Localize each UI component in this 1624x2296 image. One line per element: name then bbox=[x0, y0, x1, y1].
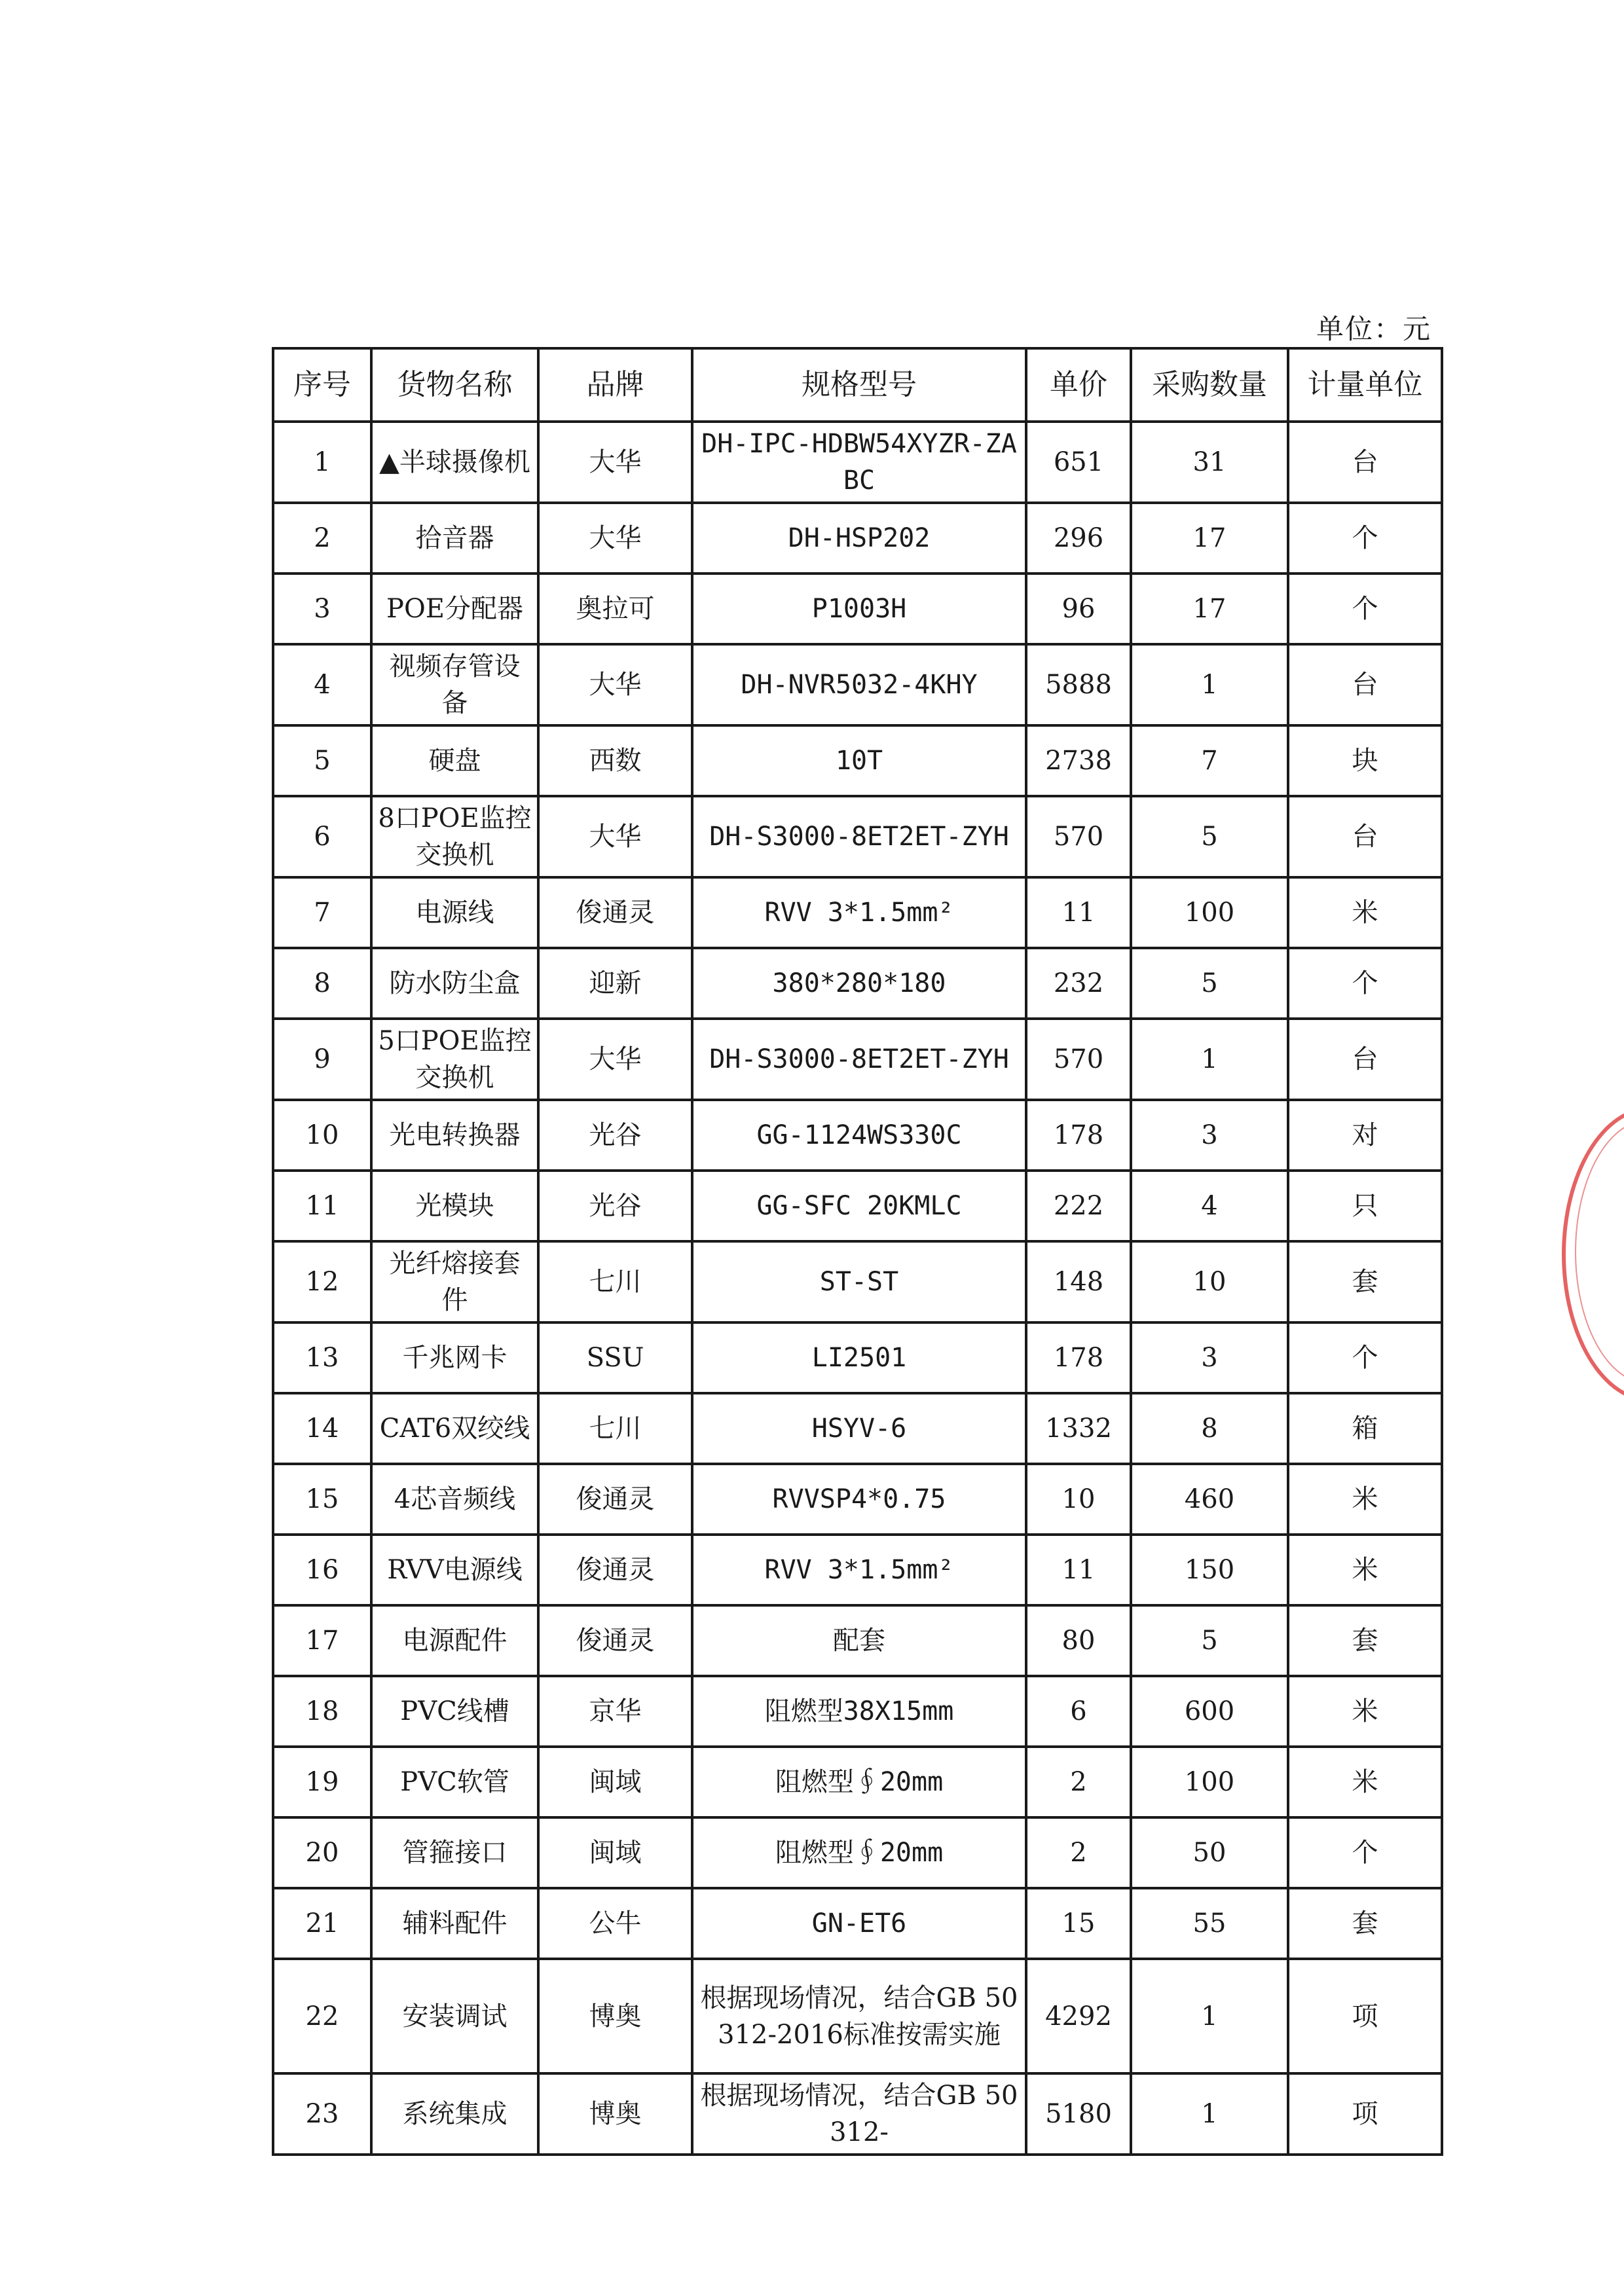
table-row bbox=[273, 574, 1442, 644]
cell-spec: DH-IPC-HDBW54XYZR-ZABC bbox=[692, 422, 1026, 503]
cell-qty: 1 bbox=[1131, 1019, 1288, 1100]
cell-qty: 10 bbox=[1131, 1241, 1288, 1322]
cell-name: 4芯音频线 bbox=[371, 1464, 538, 1535]
cell-name: ▲半球摄像机 bbox=[371, 422, 538, 503]
cell-unit: 个 bbox=[1288, 1322, 1442, 1393]
cell-name: 拾音器 bbox=[371, 503, 538, 574]
cell-name: PVC线槽 bbox=[371, 1676, 538, 1747]
cell-name: 安装调试 bbox=[371, 1959, 538, 2073]
cell-qty: 50 bbox=[1131, 1817, 1288, 1888]
cell-unit: 台 bbox=[1288, 796, 1442, 877]
table-row bbox=[273, 422, 1442, 503]
unit-note: 单位：元 bbox=[1316, 313, 1432, 345]
cell-brand: 闽域 bbox=[538, 1817, 692, 1888]
table-row bbox=[273, 1322, 1442, 1393]
cell-unit: 米 bbox=[1288, 877, 1442, 948]
cell-no: 8 bbox=[273, 948, 371, 1019]
cell-name: POE分配器 bbox=[371, 574, 538, 644]
cell-price: 2 bbox=[1026, 1747, 1131, 1817]
cell-price: 5888 bbox=[1026, 644, 1131, 725]
cell-spec: RVV 3*1.5mm² bbox=[692, 1535, 1026, 1605]
cell-spec: RVV 3*1.5mm² bbox=[692, 877, 1026, 948]
cell-brand: 西数 bbox=[538, 725, 692, 796]
cell-price: 11 bbox=[1026, 1535, 1131, 1605]
table-row bbox=[273, 725, 1442, 796]
cell-unit: 米 bbox=[1288, 1747, 1442, 1817]
table-row bbox=[273, 1535, 1442, 1605]
cell-qty: 1 bbox=[1131, 2073, 1288, 2155]
cell-price: 96 bbox=[1026, 574, 1131, 644]
goods-table bbox=[272, 347, 1443, 2156]
cell-spec: 阻燃型∮20mm bbox=[692, 1747, 1026, 1817]
cell-spec: 阻燃型38X15mm bbox=[692, 1676, 1026, 1747]
cell-no: 10 bbox=[273, 1100, 371, 1171]
cell-unit: 个 bbox=[1288, 503, 1442, 574]
cell-price: 570 bbox=[1026, 796, 1131, 877]
cell-qty: 1 bbox=[1131, 1959, 1288, 2073]
cell-price: 148 bbox=[1026, 1241, 1131, 1322]
cell-price: 11 bbox=[1026, 877, 1131, 948]
cell-brand: 大华 bbox=[538, 422, 692, 503]
cell-price: 570 bbox=[1026, 1019, 1131, 1100]
cell-price: 651 bbox=[1026, 422, 1131, 503]
cell-spec: HSYV-6 bbox=[692, 1393, 1026, 1464]
cell-brand: 大华 bbox=[538, 796, 692, 877]
cell-qty: 55 bbox=[1131, 1888, 1288, 1959]
cell-spec: GN-ET6 bbox=[692, 1888, 1026, 1959]
cell-no: 20 bbox=[273, 1817, 371, 1888]
table-row bbox=[273, 1817, 1442, 1888]
cell-unit: 个 bbox=[1288, 574, 1442, 644]
cell-qty: 31 bbox=[1131, 422, 1288, 503]
cell-no: 7 bbox=[273, 877, 371, 948]
cell-qty: 17 bbox=[1131, 574, 1288, 644]
cell-spec: RVVSP4*0.75 bbox=[692, 1464, 1026, 1535]
cell-qty: 3 bbox=[1131, 1100, 1288, 1171]
cell-qty: 17 bbox=[1131, 503, 1288, 574]
cell-spec: 根据现场情况，结合GB 50312- bbox=[692, 2073, 1026, 2155]
cell-name: 辅料配件 bbox=[371, 1888, 538, 1959]
table-header-row bbox=[273, 348, 1442, 422]
cell-qty: 100 bbox=[1131, 1747, 1288, 1817]
table-row bbox=[273, 1019, 1442, 1100]
cell-price: 178 bbox=[1026, 1322, 1131, 1393]
table-row bbox=[273, 796, 1442, 877]
cell-spec: DH-S3000-8ET2ET-ZYH bbox=[692, 1019, 1026, 1100]
cell-price: 5180 bbox=[1026, 2073, 1131, 2155]
cell-name: 视频存管设备 bbox=[371, 644, 538, 725]
cell-price: 1332 bbox=[1026, 1393, 1131, 1464]
header-price: 单价 bbox=[1026, 348, 1131, 422]
cell-unit: 套 bbox=[1288, 1605, 1442, 1676]
cell-name: 电源配件 bbox=[371, 1605, 538, 1676]
cell-brand: 奥拉可 bbox=[538, 574, 692, 644]
cell-name: 5口POE监控交换机 bbox=[371, 1019, 538, 1100]
cell-no: 2 bbox=[273, 503, 371, 574]
cell-brand: 七川 bbox=[538, 1393, 692, 1464]
cell-spec: 配套 bbox=[692, 1605, 1026, 1676]
cell-qty: 100 bbox=[1131, 877, 1288, 948]
cell-brand: 大华 bbox=[538, 644, 692, 725]
cell-name: 管箍接口 bbox=[371, 1817, 538, 1888]
cell-no: 4 bbox=[273, 644, 371, 725]
cell-no: 22 bbox=[273, 1959, 371, 2073]
cell-price: 296 bbox=[1026, 503, 1131, 574]
cell-name: RVV电源线 bbox=[371, 1535, 538, 1605]
table-row bbox=[273, 948, 1442, 1019]
cell-no: 13 bbox=[273, 1322, 371, 1393]
cell-spec: GG-SFC 20KMLC bbox=[692, 1171, 1026, 1241]
cell-no: 23 bbox=[273, 2073, 371, 2155]
cell-unit: 只 bbox=[1288, 1171, 1442, 1241]
cell-price: 6 bbox=[1026, 1676, 1131, 1747]
cell-no: 19 bbox=[273, 1747, 371, 1817]
cell-no: 5 bbox=[273, 725, 371, 796]
cell-spec: DH-S3000-8ET2ET-ZYH bbox=[692, 796, 1026, 877]
cell-spec: DH-NVR5032-4KHY bbox=[692, 644, 1026, 725]
cell-price: 232 bbox=[1026, 948, 1131, 1019]
cell-brand: 迎新 bbox=[538, 948, 692, 1019]
cell-qty: 8 bbox=[1131, 1393, 1288, 1464]
table-row bbox=[273, 1676, 1442, 1747]
header-spec: 规格型号 bbox=[692, 348, 1026, 422]
cell-no: 15 bbox=[273, 1464, 371, 1535]
cell-price: 4292 bbox=[1026, 1959, 1131, 2073]
cell-no: 6 bbox=[273, 796, 371, 877]
cell-unit: 米 bbox=[1288, 1535, 1442, 1605]
cell-price: 2738 bbox=[1026, 725, 1131, 796]
cell-unit: 套 bbox=[1288, 1241, 1442, 1322]
table-row bbox=[273, 503, 1442, 574]
table-row bbox=[273, 1464, 1442, 1535]
cell-spec: GG-1124WS330C bbox=[692, 1100, 1026, 1171]
cell-no: 14 bbox=[273, 1393, 371, 1464]
table-row bbox=[273, 644, 1442, 725]
cell-brand: 俊通灵 bbox=[538, 1535, 692, 1605]
table-row bbox=[273, 1959, 1442, 2073]
cell-price: 178 bbox=[1026, 1100, 1131, 1171]
cell-spec: DH-HSP202 bbox=[692, 503, 1026, 574]
cell-qty: 4 bbox=[1131, 1171, 1288, 1241]
cell-name: 光模块 bbox=[371, 1171, 538, 1241]
cell-brand: 博奥 bbox=[538, 1959, 692, 2073]
cell-spec: 阻燃型∮20mm bbox=[692, 1817, 1026, 1888]
cell-no: 21 bbox=[273, 1888, 371, 1959]
cell-brand: 大华 bbox=[538, 503, 692, 574]
cell-name: 防水防尘盒 bbox=[371, 948, 538, 1019]
table-row bbox=[273, 1241, 1442, 1322]
cell-price: 10 bbox=[1026, 1464, 1131, 1535]
cell-unit: 米 bbox=[1288, 1676, 1442, 1747]
cell-unit: 套 bbox=[1288, 1888, 1442, 1959]
cell-spec: 380*280*180 bbox=[692, 948, 1026, 1019]
cell-no: 11 bbox=[273, 1171, 371, 1241]
table-row bbox=[273, 2073, 1442, 2155]
cell-unit: 块 bbox=[1288, 725, 1442, 796]
cell-no: 16 bbox=[273, 1535, 371, 1605]
cell-unit: 个 bbox=[1288, 948, 1442, 1019]
cell-unit: 项 bbox=[1288, 2073, 1442, 2155]
cell-price: 222 bbox=[1026, 1171, 1131, 1241]
cell-brand: 公牛 bbox=[538, 1888, 692, 1959]
cell-name: 硬盘 bbox=[371, 725, 538, 796]
cell-brand: 俊通灵 bbox=[538, 1605, 692, 1676]
cell-name: CAT6双绞线 bbox=[371, 1393, 538, 1464]
table-row bbox=[273, 1171, 1442, 1241]
cell-qty: 150 bbox=[1131, 1535, 1288, 1605]
cell-qty: 5 bbox=[1131, 948, 1288, 1019]
cell-unit: 米 bbox=[1288, 1464, 1442, 1535]
cell-name: 电源线 bbox=[371, 877, 538, 948]
cell-no: 1 bbox=[273, 422, 371, 503]
cell-name: 光电转换器 bbox=[371, 1100, 538, 1171]
cell-no: 3 bbox=[273, 574, 371, 644]
header-no: 序号 bbox=[273, 348, 371, 422]
cell-brand: 俊通灵 bbox=[538, 1464, 692, 1535]
cell-no: 17 bbox=[273, 1605, 371, 1676]
cell-spec: 根据现场情况，结合GB 50312-2016标准按需实施 bbox=[692, 1959, 1026, 2073]
cell-no: 12 bbox=[273, 1241, 371, 1322]
cell-spec: 10T bbox=[692, 725, 1026, 796]
cell-name: 系统集成 bbox=[371, 2073, 538, 2155]
cell-name: PVC软管 bbox=[371, 1747, 538, 1817]
cell-no: 18 bbox=[273, 1676, 371, 1747]
table-row bbox=[273, 1100, 1442, 1171]
cell-unit: 台 bbox=[1288, 644, 1442, 725]
cell-price: 2 bbox=[1026, 1817, 1131, 1888]
cell-brand: 光谷 bbox=[538, 1100, 692, 1171]
table-row bbox=[273, 1605, 1442, 1676]
table-row bbox=[273, 1393, 1442, 1464]
cell-price: 15 bbox=[1026, 1888, 1131, 1959]
cell-unit: 对 bbox=[1288, 1100, 1442, 1171]
cell-unit: 台 bbox=[1288, 1019, 1442, 1100]
cell-spec: ST-ST bbox=[692, 1241, 1026, 1322]
table-row bbox=[273, 877, 1442, 948]
cell-unit: 箱 bbox=[1288, 1393, 1442, 1464]
header-name: 货物名称 bbox=[371, 348, 538, 422]
cell-spec: P1003H bbox=[692, 574, 1026, 644]
cell-brand: 京华 bbox=[538, 1676, 692, 1747]
cell-price: 80 bbox=[1026, 1605, 1131, 1676]
cell-qty: 3 bbox=[1131, 1322, 1288, 1393]
table-row bbox=[273, 1747, 1442, 1817]
cell-spec: LI2501 bbox=[692, 1322, 1026, 1393]
cell-qty: 5 bbox=[1131, 1605, 1288, 1676]
cell-name: 8口POE监控交换机 bbox=[371, 796, 538, 877]
cell-qty: 7 bbox=[1131, 725, 1288, 796]
cell-qty: 460 bbox=[1131, 1464, 1288, 1535]
cell-brand: 闽域 bbox=[538, 1747, 692, 1817]
cell-brand: 七川 bbox=[538, 1241, 692, 1322]
cell-name: 光纤熔接套件 bbox=[371, 1241, 538, 1322]
cell-unit: 项 bbox=[1288, 1959, 1442, 2073]
cell-unit: 个 bbox=[1288, 1817, 1442, 1888]
cell-qty: 5 bbox=[1131, 796, 1288, 877]
cell-name: 千兆网卡 bbox=[371, 1322, 538, 1393]
cell-brand: 俊通灵 bbox=[538, 877, 692, 948]
cell-no: 9 bbox=[273, 1019, 371, 1100]
cell-brand: 大华 bbox=[538, 1019, 692, 1100]
cell-brand: 博奥 bbox=[538, 2073, 692, 2155]
cell-qty: 600 bbox=[1131, 1676, 1288, 1747]
cell-brand: SSU bbox=[538, 1322, 692, 1393]
header-unit: 计量单位 bbox=[1288, 348, 1442, 422]
cell-brand: 光谷 bbox=[538, 1171, 692, 1241]
table-row bbox=[273, 1888, 1442, 1959]
header-brand: 品牌 bbox=[538, 348, 692, 422]
cell-unit: 台 bbox=[1288, 422, 1442, 503]
cell-qty: 1 bbox=[1131, 644, 1288, 725]
header-qty: 采购数量 bbox=[1131, 348, 1288, 422]
